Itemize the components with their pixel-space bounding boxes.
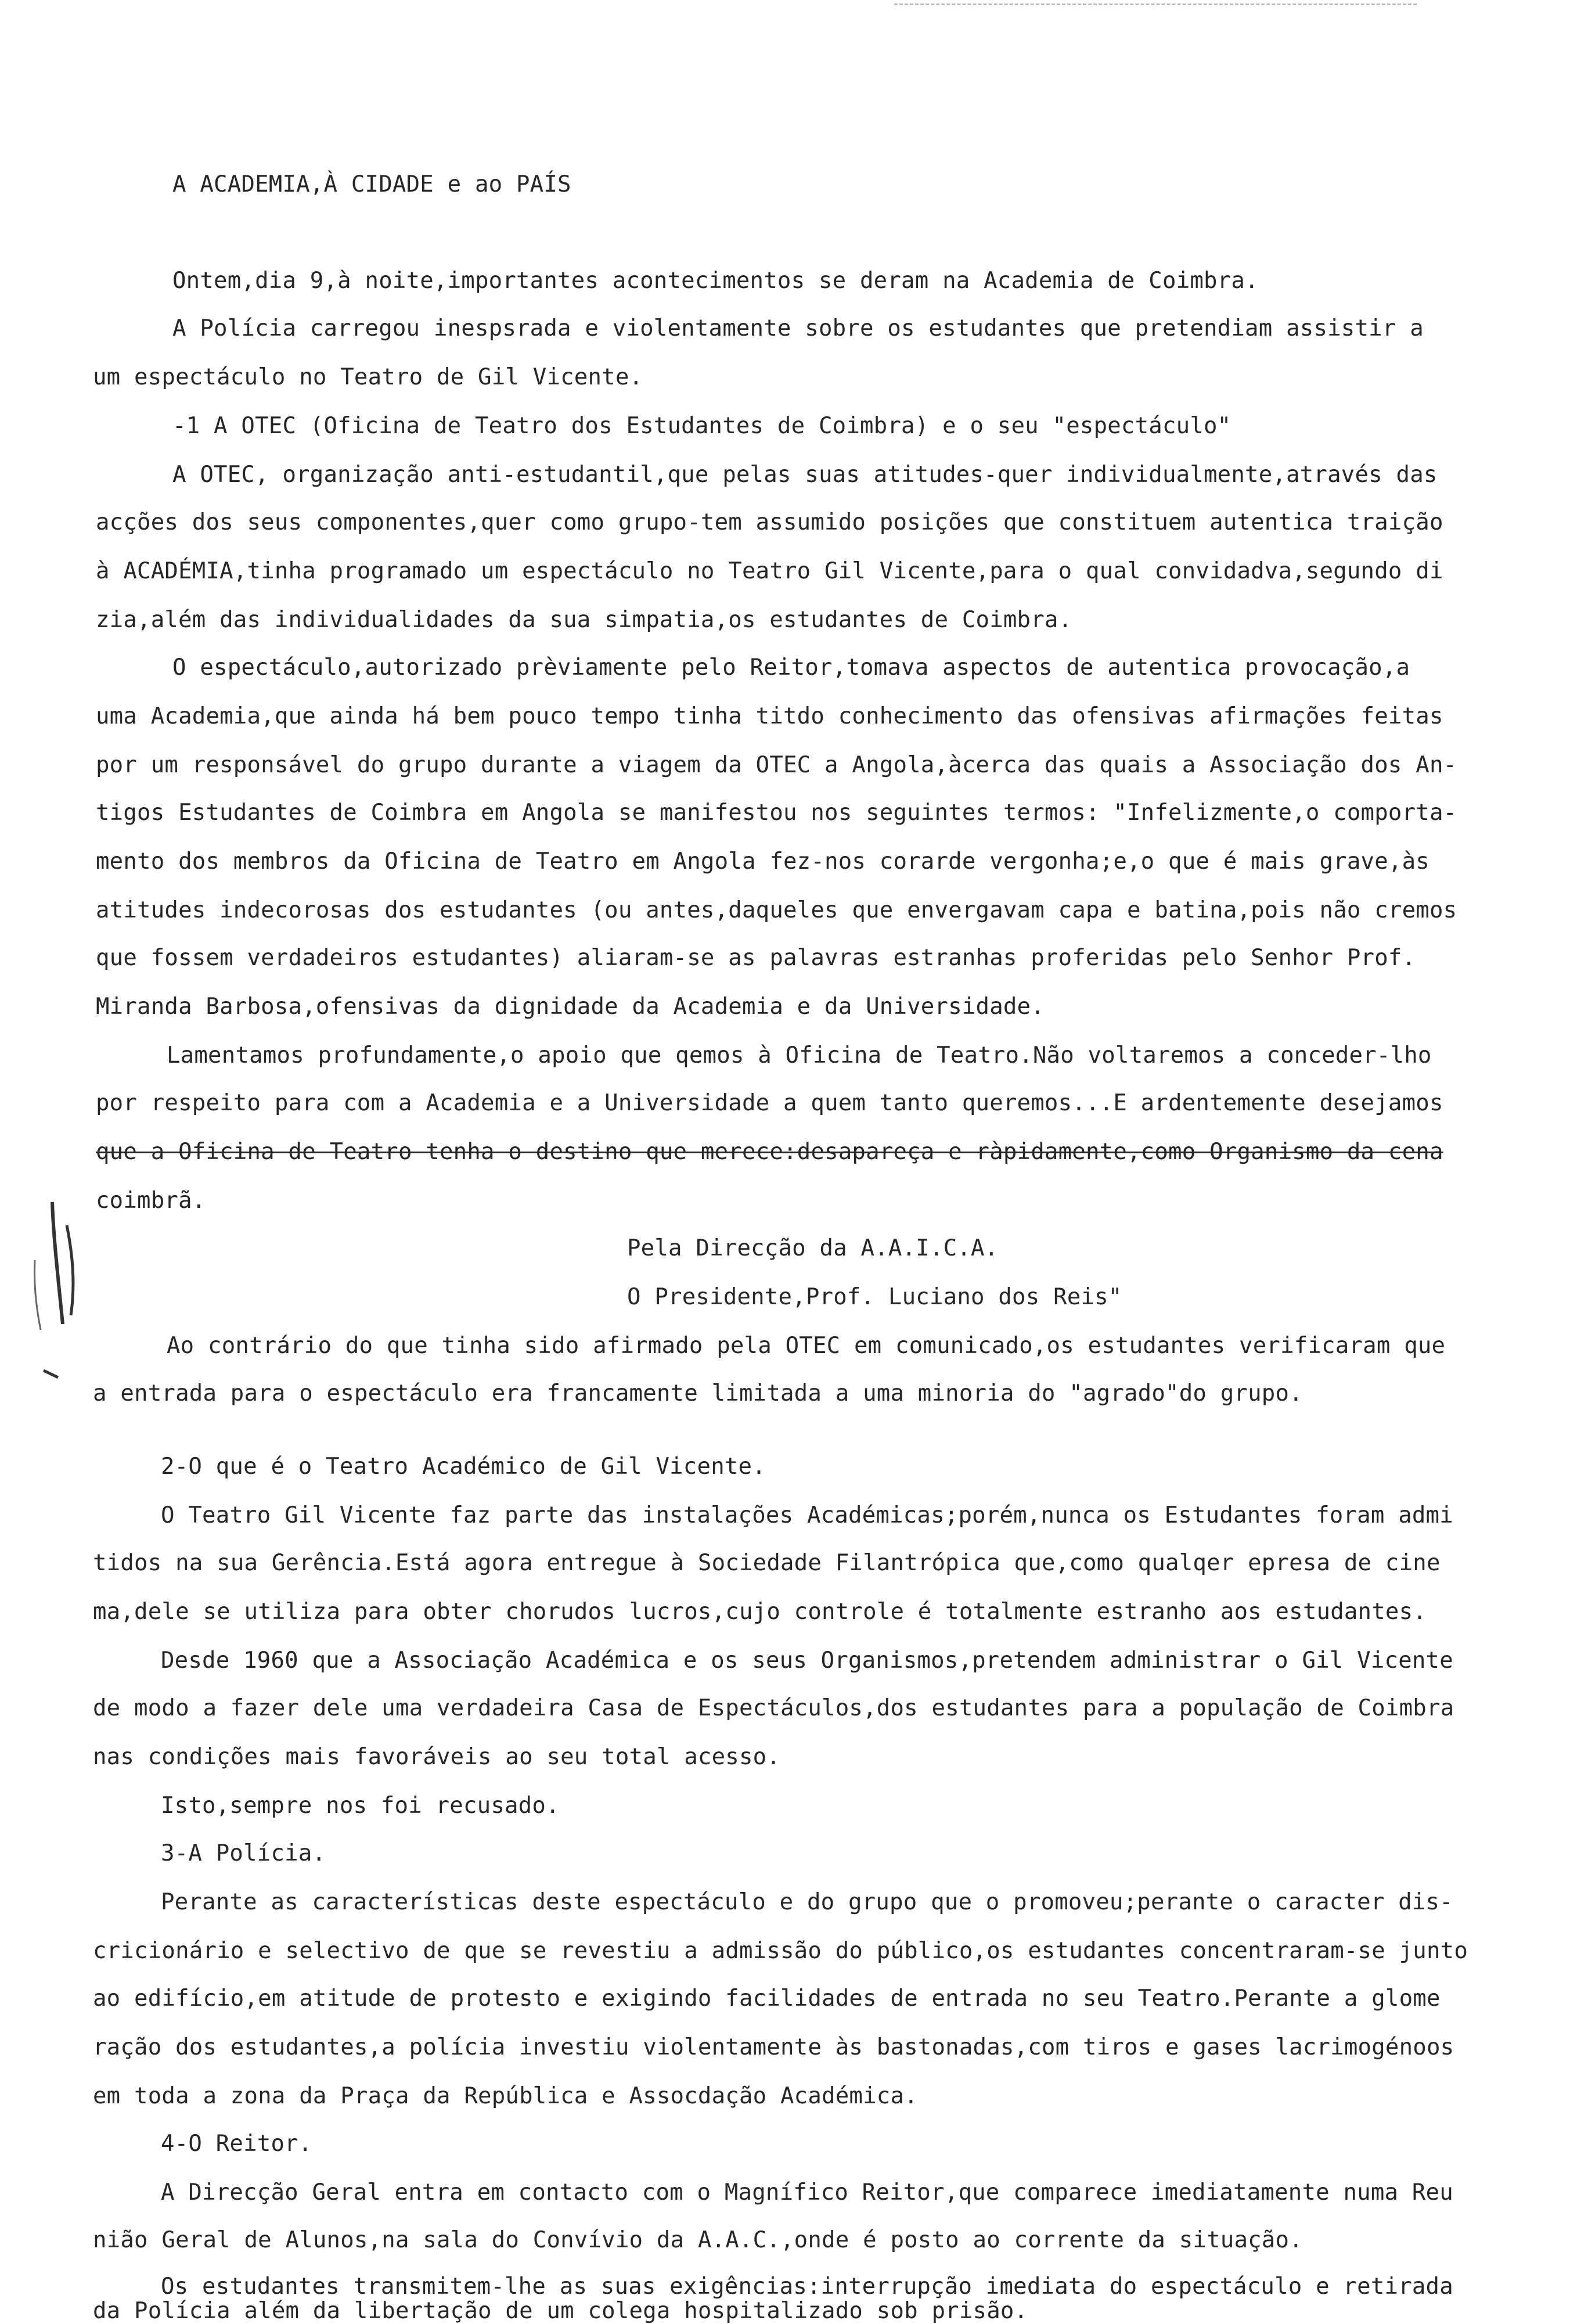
text-line: Os estudantes transmitem-lhe as suas exigências:interrupção imediata do espectáculo e retirada bbox=[161, 2273, 1453, 2300]
text-line: O Teatro Gil Vicente faz parte das instalações Académicas;porém,nunca os Estudantes foram admi bbox=[161, 1502, 1453, 1528]
text-line: da Polícia além da libertação de um colega hospitalizado sob prisão. bbox=[93, 2298, 1028, 2324]
text-line: nião Geral de Alunos,na sala do Convívio da A.A.C.,onde é posto ao corrente da situação. bbox=[93, 2227, 1303, 2253]
text-line: Ao contrário do que tinha sido afirmado pela OTEC em comunicado,os estudantes verificaram que bbox=[167, 1333, 1446, 1359]
section-heading: 3-A Polícia. bbox=[161, 1840, 326, 1866]
text-line: acções dos seus componentes,quer como grupo-tem assumido posições que constituem autentica traição bbox=[96, 509, 1443, 535]
section-heading: 4-O Reitor. bbox=[161, 2131, 312, 2157]
text-line: em toda a zona da Praça da República e Assocdação Académica. bbox=[93, 2083, 918, 2109]
text-line: Ontem,dia 9,à noite,importantes acontecimentos se deram na Academia de Coimbra. bbox=[172, 268, 1259, 294]
text-line: A Polícia carregou inespsrada e violentamente sobre os estudantes que pretendiam assistir a bbox=[172, 315, 1424, 341]
text-line: coimbrã. bbox=[96, 1188, 206, 1214]
text-line: A OTEC, organização anti-estudantil,que pelas suas atitudes-quer individualmente,através das bbox=[172, 462, 1438, 488]
section-heading: 2-O que é o Teatro Académico de Gil Vicente. bbox=[161, 1454, 766, 1480]
text-line: por um responsável do grupo durante a viagem da OTEC a Angola,àcerca das quais a Associação dos An- bbox=[96, 752, 1457, 778]
text-line-struck: que a Oficina de Teatro tenha o destino que merece:desapareça e ràpidamente,como Organismo da cena bbox=[96, 1139, 1443, 1165]
text-line: Perante as características deste espectáculo e do grupo que o promoveu;perante o caracter dis- bbox=[161, 1889, 1453, 1915]
text-line: à ACADÉMIA,tinha programado um espectáculo no Teatro Gil Vicente,para o qual convidadva,segundo di bbox=[96, 558, 1443, 584]
text-line: a entrada para o espectáculo era francamente limitada a uma minoria do "agrado"do grupo. bbox=[93, 1380, 1303, 1406]
text-line: cricionário e selectivo de que se revestiu a admissão do público,os estudantes concentraram-se junto bbox=[93, 1938, 1468, 1964]
text-line: Lamentamos profundamente,o apoio que qemos à Oficina de Teatro.Não voltaremos a conceder-lho bbox=[167, 1042, 1432, 1069]
signature-org: Pela Direcção da A.A.I.C.A. bbox=[627, 1235, 999, 1261]
text-line: de modo a fazer dele uma verdadeira Casa de Espectáculos,dos estudantes para a população de Coimbra bbox=[93, 1695, 1454, 1721]
text-line: que fossem verdadeiros estudantes) aliaram-se as palavras estranhas proferidas pelo Senhor Prof. bbox=[96, 945, 1416, 971]
scan-artifact-line bbox=[894, 3, 1417, 7]
handwritten-margin-mark bbox=[17, 1190, 81, 1382]
section-heading: -1 A OTEC (Oficina de Teatro dos Estudantes de Coimbra) e o seu "espectáculo" bbox=[172, 413, 1231, 439]
text-line: um espectáculo no Teatro de Gil Vicente. bbox=[93, 364, 643, 390]
document-title: A ACADEMIA,À CIDADE e ao PAÍS bbox=[172, 171, 571, 197]
text-line: ma,dele se utiliza para obter chorudos lucros,cujo controle é totalmente estranho aos estudantes. bbox=[93, 1599, 1427, 1625]
signature-name: O Presidente,Prof. Luciano dos Reis" bbox=[627, 1284, 1122, 1310]
text-line: zia,além das individualidades da sua simpatia,os estudantes de Coimbra. bbox=[96, 607, 1072, 633]
text-line: por respeito para com a Academia e a Universidade a quem tanto queremos...E ardentemente desejamos bbox=[96, 1090, 1443, 1116]
text-line: uma Academia,que ainda há bem pouco tempo tinha titdo conhecimento das ofensivas afirmações feitas bbox=[96, 703, 1443, 729]
text-line: ração dos estudantes,a polícia investiu violentamente às bastonadas,com tiros e gases lacrimogénoos bbox=[93, 2034, 1454, 2060]
text-line: A Direcção Geral entra em contacto com o Magnífico Reitor,que comparece imediatamente numa Reu bbox=[161, 2179, 1453, 2206]
text-line: ao edifício,em atitude de protesto e exigindo facilidades de entrada no seu Teatro.Perante a glome bbox=[93, 1985, 1441, 2012]
text-line: Isto,sempre nos foi recusado. bbox=[161, 1793, 560, 1819]
text-line: atitudes indecorosas dos estudantes (ou antes,daqueles que envergavam capa e batina,pois não cremos bbox=[96, 897, 1457, 923]
text-line: tidos na sua Gerência.Está agora entregue à Sociedade Filantrópica que,como qualqer epresa de cine bbox=[93, 1550, 1441, 1576]
text-line: Desde 1960 que a Associação Académica e os seus Organismos,pretendem administrar o Gil Vicente bbox=[161, 1647, 1453, 1674]
text-line: O espectáculo,autorizado prèviamente pelo Reitor,tomava aspectos de autentica provocação,a bbox=[172, 654, 1410, 681]
text-line: Miranda Barbosa,ofensivas da dignidade da Academia e da Universidade. bbox=[96, 994, 1045, 1020]
text-line: tigos Estudantes de Coimbra em Angola se manifestou nos seguintes termos: "Infelizmente,o comporta- bbox=[96, 800, 1457, 826]
text-line: nas condições mais favoráveis ao seu total acesso. bbox=[93, 1744, 780, 1770]
text-line: mento dos membros da Oficina de Teatro em Angola fez-nos corarde vergonha;e,o que é mais grave,às bbox=[96, 848, 1429, 875]
